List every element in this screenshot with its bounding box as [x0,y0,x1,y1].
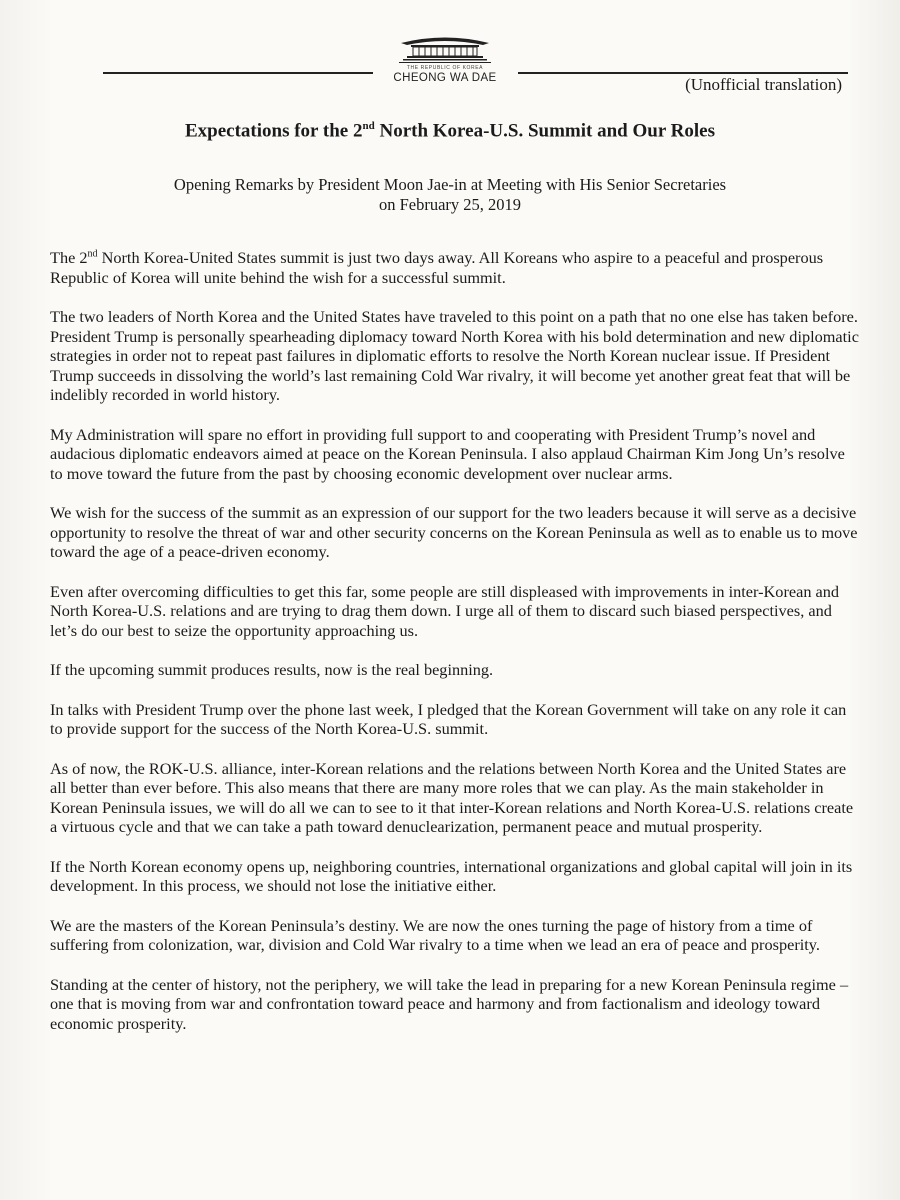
paragraph-1-text-1: The 2 [50,248,88,267]
header-rule-left [103,72,373,74]
title-text-1: Expectations for the 2 [184,120,363,142]
subtitle-line-2: on February 25, 2019 [378,195,522,214]
paragraph: We are the masters of the Korean Peninsula’s destiny. We are now the ones turning the page of history from a time of suffering from colonization, war, division and Cold War rivalry to a time when we lead an era of peace and prosperity. [50,915,820,954]
paragraph: Standing at the center of history, not the periphery, we will take the lead in preparing for a new Korean Peninsula regime – one that is moving from war and confrontation toward peace and harmony and from factionalism and ideology toward economic prosperity. [50,974,849,1033]
paragraph-1-sup: nd [87,248,98,260]
paragraph: The two leaders of North Korea and the United States have traveled to this point on a path that no one else has taken before. President Trump is personally spearheading diplomacy toward North Korea with his bold determination and new diplomatic strategies in order not to repeat past failures in diplomatic efforts to resolve the North Korean nuclear issue. If President Trump succeeds in dissolving the world’s last remaining Cold War rivalry, it will become yet another great feat that will be indelibly recorded in world history. [50,307,859,404]
blue-house-roof-icon [393,34,497,64]
document-title [0,120,900,142]
paragraph: We wish for the success of the summit as an expression of our support for the two leaders because it will serve as a decisive opportunity to resolve the threat of war and other security concerns on the Korean Peninsula as well as to enable us to move toward the age of a peace-driven economy. [50,503,858,561]
paragraph: If the upcoming summit produces results, now is the real beginning. [50,660,494,679]
document-subtitle [0,175,900,215]
paragraph: Even after overcoming difficulties to get this far, some people are still displeased with improvements in inter-Korean and North Korea-U.S. relations and are trying to drag them down. I urge all of them to discard such biased perspectives, and let’s do our best to seize the opportunity approaching us. [50,581,840,640]
title-text-2: North Korea-U.S. Summit and Our Roles [374,120,715,142]
header-rule-right [518,72,848,74]
paragraph: My Administration will spare no effort in providing full support to and cooperating with President Trump’s novel and audacious diplomatic endeavors aimed at peace on the Korean Peninsula. I also applaud Chairman Kim Jong Un’s resolve to move toward the future from the past by choosing economic development over nuclear arms. [50,424,845,483]
paragraph-1-text-2: North Korea-United States summit is just two days away. All Koreans who aspire to a peaceful and prosperous Republic of Korea will unite behind the wish for a successful summit. [50,248,824,287]
cheong-wa-dae-emblem [380,34,510,94]
document-body [50,248,860,1050]
seal-name: CHEONG WA DAE [393,72,497,84]
paragraph [50,248,860,287]
seal-caption: THE REPUBLIC OF KOREA [406,65,484,71]
subtitle-line-1: Opening Remarks by President Moon Jae-in at Meeting with His Senior Secretaries [173,175,727,194]
paragraph: As of now, the ROK-U.S. alliance, inter-Korean relations and the relations between North Korea and the United States are all better than ever before. This also means that there are many more roles that we can play. As the main stakeholder in Korean Peninsula issues, we will do all we can to see to it that inter-Korean relations and North Korea-U.S. relations create a virtuous cycle and that we can take a path toward denuclearization, permanent peace and mutual prosperity. [50,758,854,836]
title-sup: nd [362,120,375,132]
paragraph: If the North Korean economy opens up, neighboring countries, international organizations and global capital will join in its development. In this process, we should not lose the initiative either. [50,856,853,895]
paragraph: In talks with President Trump over the phone last week, I pledged that the Korean Government will take on any role it can to provide support for the success of the North Korea-U.S. summit. [50,699,847,738]
unofficial-translation-note: (Unofficial translation) [685,75,842,94]
